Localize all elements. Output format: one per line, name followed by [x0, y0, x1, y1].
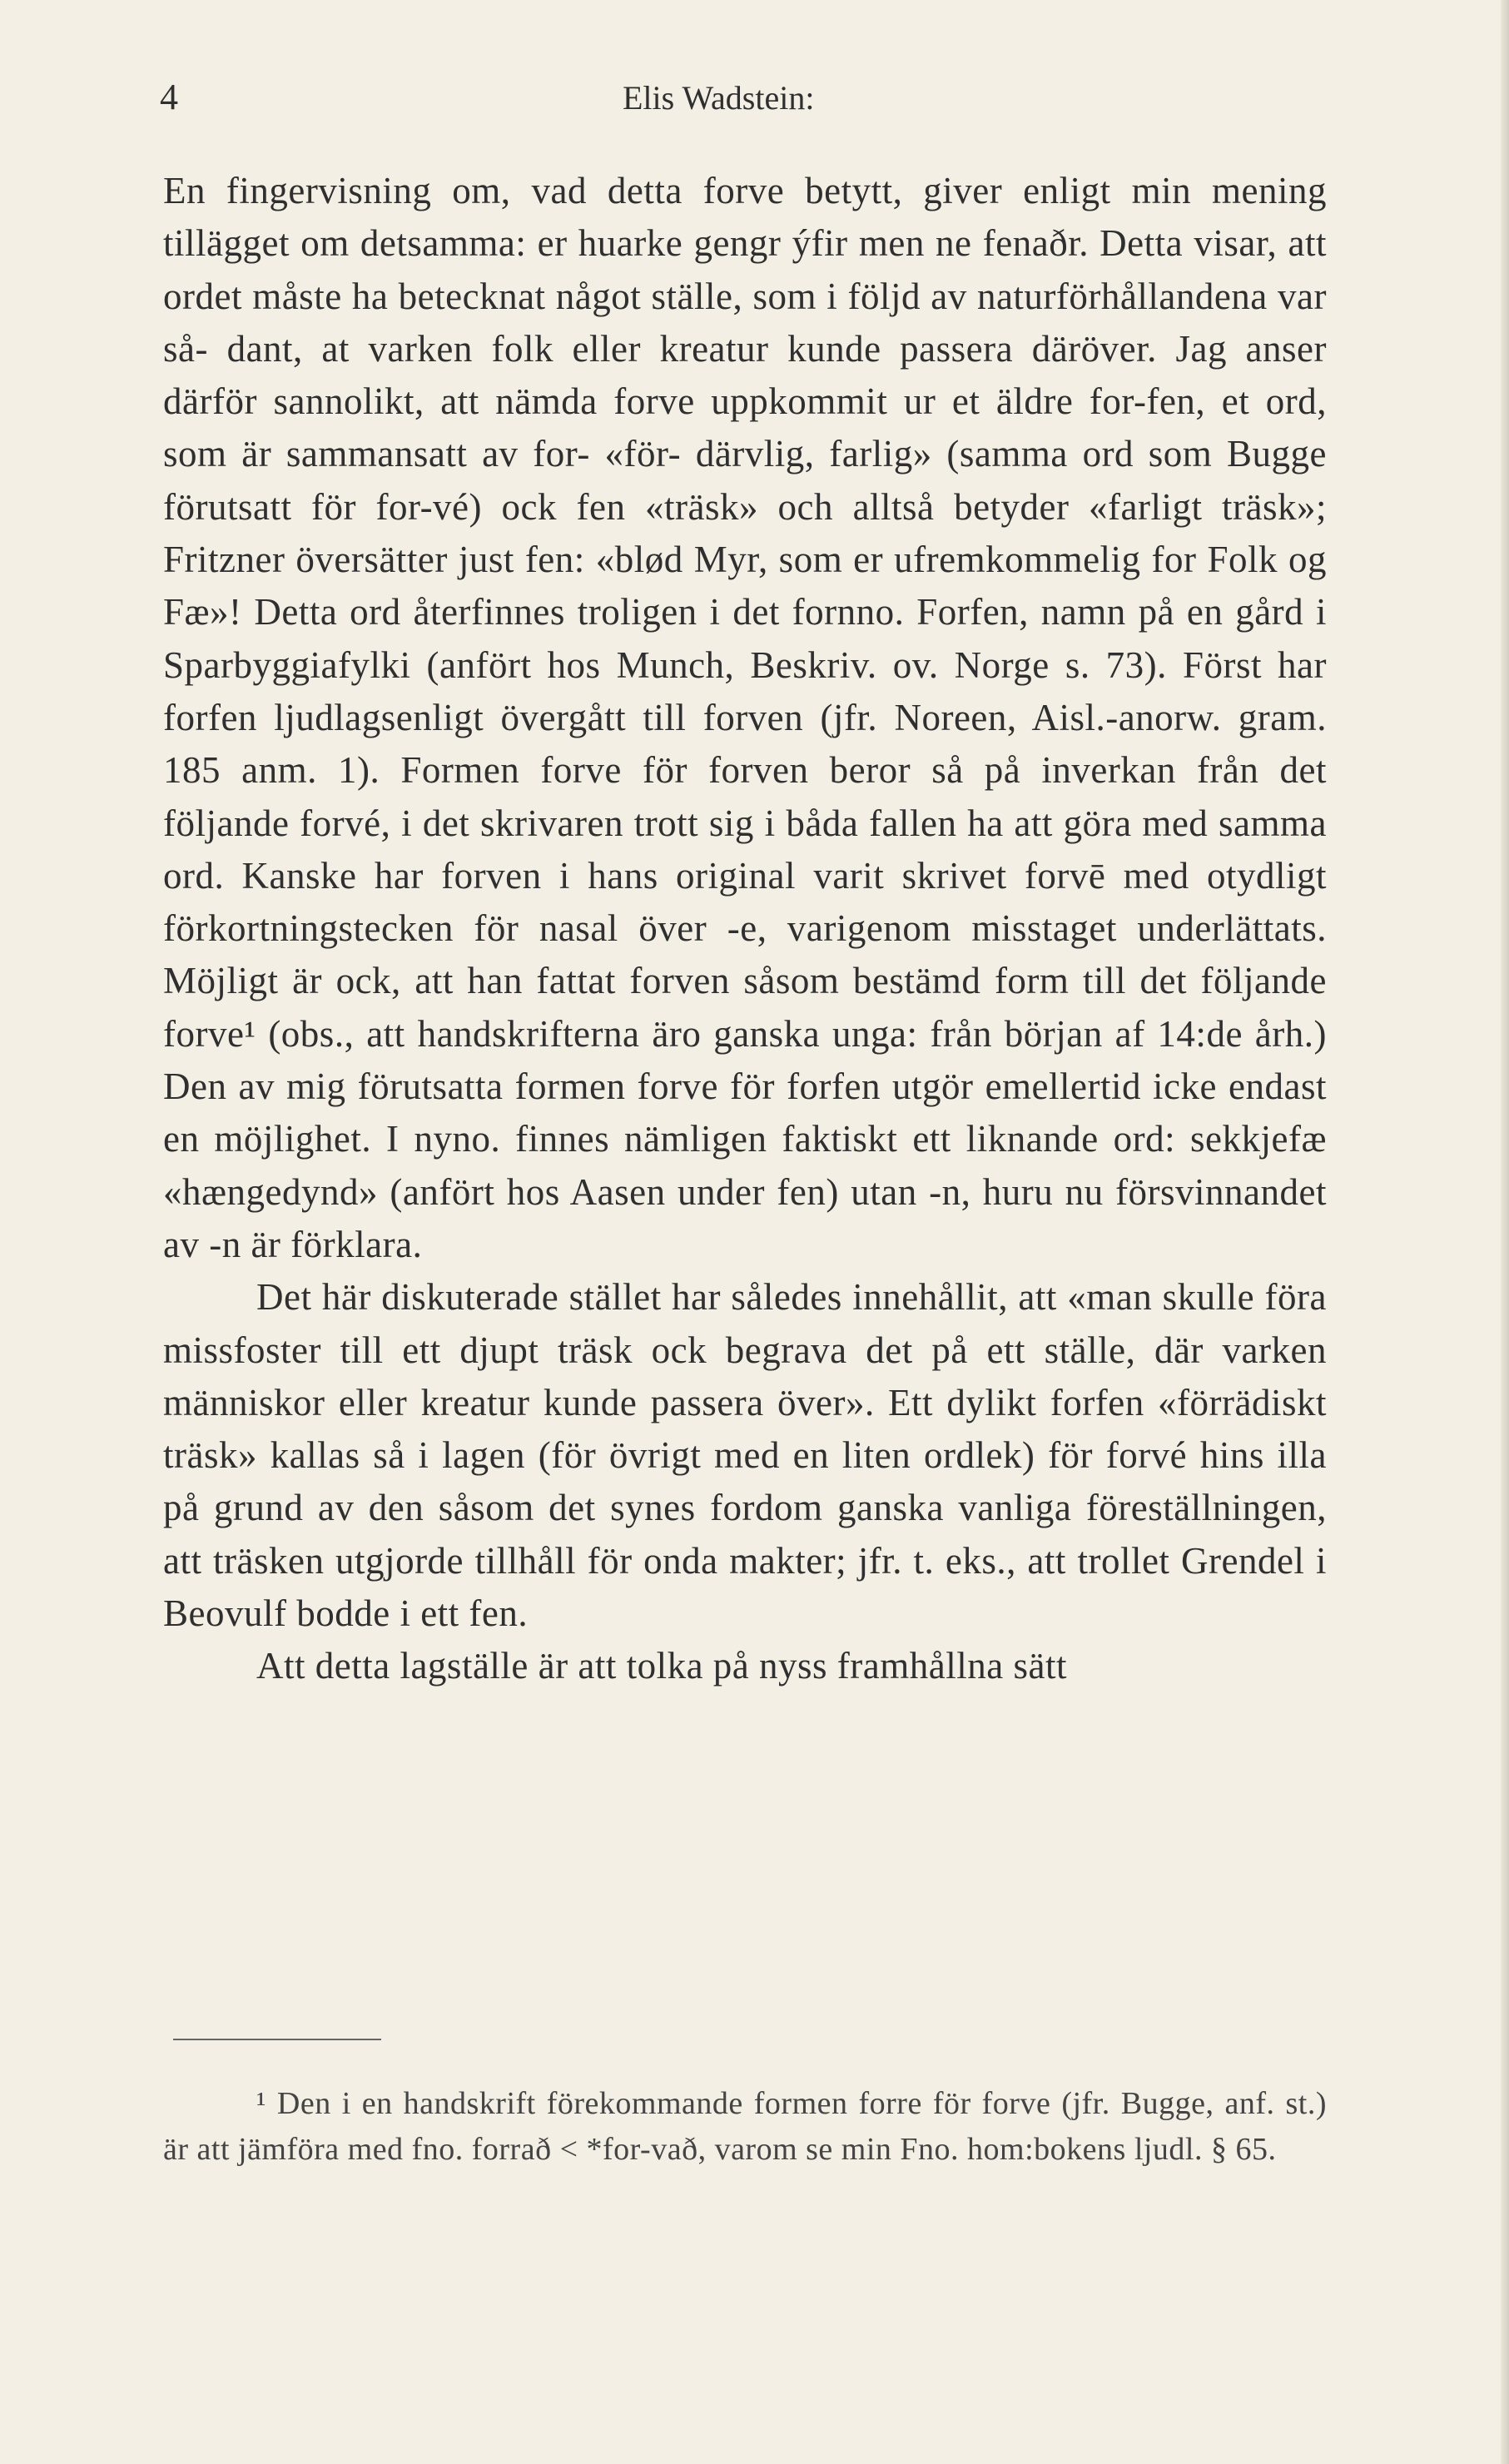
footnote: [163, 2081, 1327, 2172]
running-head: Elis Wadstein:: [623, 79, 815, 117]
footnote-text: ¹ Den i en handskrift förekommande formen forre för forve (jfr. Bugge, anf. st.) är att jämföra med fno. forrað < *for-vað, varom se min Fno. hom:bokens ljudl. § 65.: [163, 2086, 1327, 2167]
footnote-divider: [173, 2039, 381, 2040]
paragraph-1: En fingervisning om, vad detta forve betytt, giver enligt min mening tillägget om detsamma: er huarke gengr ýfir men ne fenaðr. Detta visar, att ordet måste ha betecknat något ställe, som i följd av naturförhållandena var så- dant, at varken folk eller kreatur kunde passera däröver. Jag anser därför sannolikt, att nämda forve uppkommit ur et äldre for-fen, et ord, som är sammansatt av for- «för- därvlig, farlig» (samma ord som Bugge förutsatt för for-vé) ock fen «träsk» och alltså betyder «farligt träsk»; Fritzner översätter just fen: «blød Myr, som er ufremkommelig for Folk og Fæ»! Detta ord återfinnes troligen i det fornno. Forfen, namn på en gård i Sparbyggiafylki (anfört hos Munch, Beskriv. ov. Norge s. 73). Först har forfen ljudlagsenligt övergått till forven (jfr. Noreen, Aisl.-anorw. gram. 185 anm. 1). Formen forve för forven beror så på inverkan från det följande forvé, i det skrivaren trott sig i båda fallen ha att göra med samma ord. Kanske har forven i hans original varit skrivet forvē med otydligt förkortningstecken för nasal över -e, varigenom misstaget underlättats. Möjligt är ock, att han fattat forven såsom bestämd form till det följande forve¹ (obs., att handskrifterna äro ganska unga: från början af 14:de årh.) Den av mig förutsatta formen forve för forfen utgör emellertid icke endast en möjlighet. I nyno. finnes nämligen faktiskt ett liknande ord: sekkjefæ «hængedynd» (anfört hos Aasen under fen) utan -n, huru nu försvinnandet av -n är förklara.: [163, 170, 1327, 1265]
paragraph-2: Det här diskuterade stället har således innehållit, att «man skulle föra missfoster till ett djupt träsk ock begrava det på ett ställe, där varken människor eller kreatur kunde passera över». Ett dylikt forfen «förrädiskt träsk» kallas så i lagen (för övrigt med en liten ordlek) för forvé hins illa på grund av den såsom det synes fordom ganska vanliga föreställningen, att träsken utgjorde tillhåll för onda makter; jfr. t. eks., att trollet Grendel i Beovulf bodde i ett fen.: [163, 1276, 1327, 1635]
page-edge-shadow: [1501, 0, 1509, 2464]
page-number: 4: [160, 77, 178, 117]
paragraph-3: Att detta lagställe är att tolka på nyss framhållna sätt: [256, 1645, 1067, 1687]
body-text: [163, 165, 1327, 1693]
